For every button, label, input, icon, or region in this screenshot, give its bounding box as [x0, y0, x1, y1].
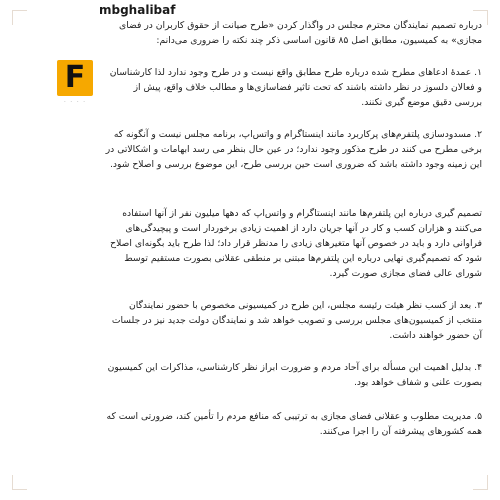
post-point-2-continued: تصمیم گیری درباره این پلتفرم‌ها مانند اینستاگرام و واتس‌اپ که دهها میلیون نفر از آنها استفاده می‌کنند و هزاران کسب و کار در آنها جریان دارد از اهمیت زیادی برخوردار است و پیچیدگی‌های فراوانی دارد و باید در خصوص آنها متغیرهای زیادی را مدنظر قرار داد؛ لذا طرح باید بگونه‌ای اصلاح شود که تصمیم‌گیری نهایی درباره این پلتفرم‌ها مبتنی بر منطقی عقلانی بصورت مستقیم توسط شورای عالی فضای مجازی صورت گیرد.	[110, 208, 482, 279]
brand-logo-caption: · · · ·	[63, 98, 87, 106]
post-intro: درباره تصمیم نمایندگان محترم مجلس در واگذار کردن «طرح صیانت از حقوق کاربران در فضای مجازی» به کمیسیون، مطابق اصل ۸۵ قانون اساسی ذکر چند نکته را ضروری می‌دانم:	[119, 20, 482, 46]
frame-corner-bottom-right	[473, 475, 488, 490]
post-point-5: ۵. مدیریت مطلوب و عقلانی فضای مجازی به ترتیبی که منافع مردم را تأمین کند، ضرورتی است که همه کشورهای پیشرفته آن را اجرا می‌کنند.	[106, 411, 482, 437]
post-body	[104, 18, 482, 458]
post-point-1: ۱. عمدهٔ ادعاهای مطرح شده درباره طرح مطابق واقع نیست و در طرح وجود ندارد لذا کارشناسان و فعالان دلسوز در نظر داشته باشند که تحت تاثیر فضاسازی‌ها و مطالب خلاف واقع، پیش از بررسی دقیق موضع گیری نکنند.	[109, 67, 482, 108]
frame-corner-bottom-left	[12, 475, 27, 490]
post-point-3: ۳. بعد از کسب نظر هیئت رئیسه مجلس، این طرح در کمیسیونی مخصوص با حضور نمایندگان منتخب از کمیسیون‌های مجلس بررسی و تصویب خواهد شد و نمایندگان دولت جدید نیز در جلسات آن حضور خواهند داشت.	[111, 300, 482, 341]
username[interactable]: mbghalibaf	[99, 3, 176, 17]
post-point-2: ۲. مسدودسازی پلتفرم‌های پرکاربرد مانند اینستاگرام و واتس‌اپ، برنامه مجلس نیست و آنگونه که برخی مطرح می کنند در طرح مذکور وجود ندارد؛ در عین حال بنظر می رسد ابهامات و اشکالاتی در این زمینه وجود داشته باشد که ضروری است حین بررسی طرح، این موضوع بررسی و اصلاح شود.	[105, 129, 482, 170]
frame-corner-top-left	[12, 10, 27, 25]
brand-logo-icon: F	[57, 60, 93, 96]
post-point-4: ۴. بدلیل اهمیت این مسأله برای آحاد مردم و ضرورت ابراز نظر کارشناسی، مذاکرات این کمیسیون بصورت علنی و شفاف خواهد بود.	[107, 362, 482, 388]
